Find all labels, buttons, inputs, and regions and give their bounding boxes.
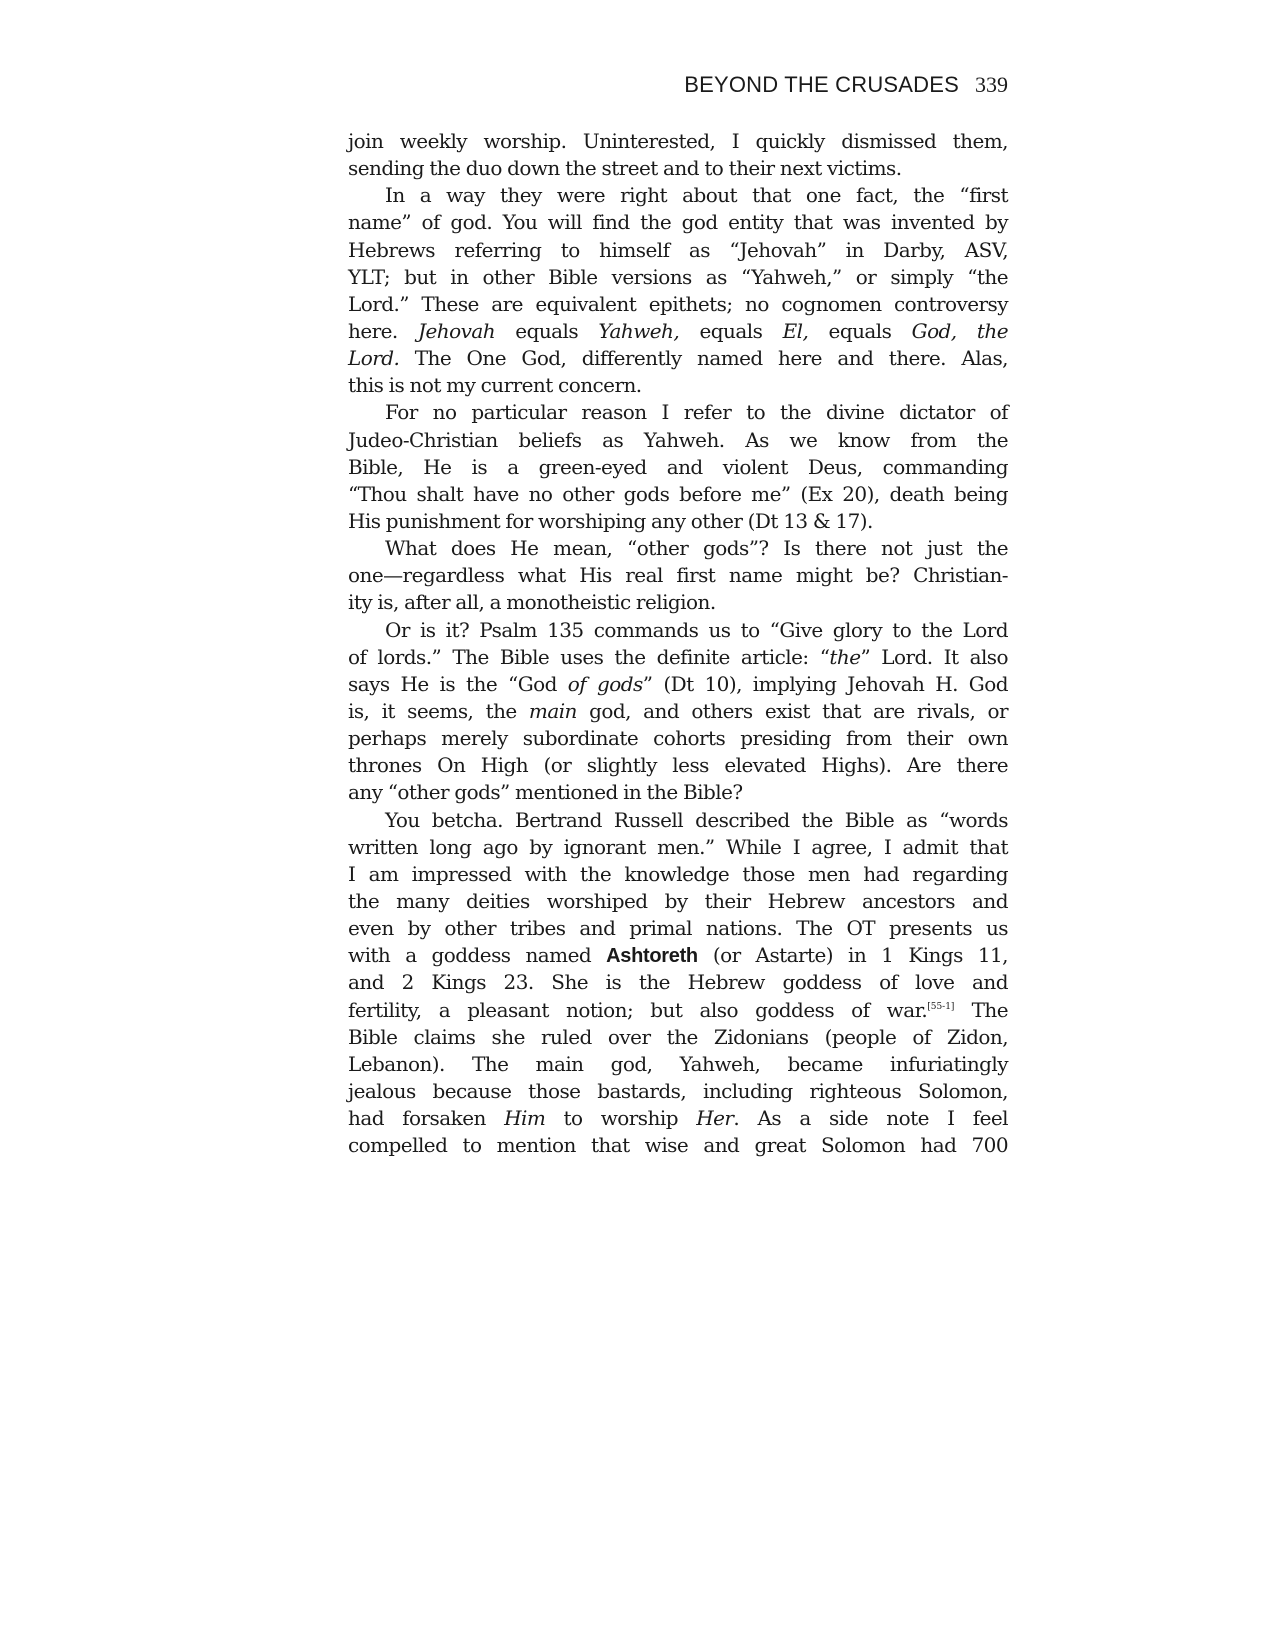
text-line: Lord.” These are equivalent epithets; no cognomen controversy [348,291,1008,316]
text-line: Hebrews referring to himself as “Jehovah” in Darby, ASV, [348,237,1008,262]
text-line: fertility, a pleasant notion; but also goddess of war.[55-1] The [348,997,1008,1022]
text-line: Lord. The One God, differently named here and there. Alas, [348,346,1008,371]
paragraph-first-line: In a way they were right about that one fact, the “first [385,183,1008,208]
text-line: any “other gods” mentioned in the Bible? [348,780,743,805]
text-line: with a goddess named Ashtoreth (or Astarte) in 1 Kings 11, [348,943,1008,968]
paragraph-first-line: You betcha. Bertrand Russell described the Bible as “words [385,807,1008,832]
text-line: thrones On High (or slightly less elevated Highs). Are there [348,753,1008,778]
text-line: the many deities worshiped by their Hebrew ancestors and [348,888,1008,913]
text-line: Judeo-Christian beliefs as Yahweh. As we know from the [348,427,1008,452]
text-line: is, it seems, the main god, and others exist that are rivals, or [348,698,1008,723]
emphasis: Her [696,1106,734,1131]
footnote-reference[interactable]: [55-1] [927,1001,955,1012]
text-line: even by other tribes and primal nations. The OT presents us [348,916,1008,941]
paragraph-first-line: For no particular reason I refer to the divine dictator of [385,400,1008,425]
text-line: Bible, He is a green-eyed and violent Deus, commanding [348,454,1008,479]
emphasis: Him [504,1106,546,1131]
text-line: Lebanon). The main god, Yahweh, became infuriatingly [348,1051,1008,1076]
bold-term: Ashtoreth [606,945,698,968]
emphasis: Jehovah [418,318,496,343]
running-header [664,72,1008,104]
running-title: BEYOND THE CRUSADES [684,72,959,97]
text-line: sending the duo down the street and to their next victims. [348,156,902,181]
paragraph-first-line: Or is it? Psalm 135 commands us to “Give glory to the Lord [385,617,1008,642]
text-line: compelled to mention that wise and great Solomon had 700 [348,1133,1008,1158]
body-text [348,128,1008,1159]
text-line: here. Jehovah equals Yahweh, equals El, equals God, the [348,318,1008,343]
text-line: of lords.” The Bible uses the definite article: “the” Lord. It also [348,644,1008,669]
text-line: “Thou shalt have no other gods before me” (Ex 20), death being [348,481,1008,506]
text-line: I am impressed with the knowledge those men had regarding [348,861,1008,886]
emphasis: El, [782,318,809,343]
paragraph-first-line: What does He mean, “other gods”? Is there not just the [385,536,1008,561]
text-line: His punishment for worshiping any other (Dt 13 & 17). [348,508,873,533]
text-line: this is not my current concern. [348,373,642,398]
text-line: YLT; but in other Bible versions as “Yahweh,” or simply “the [348,264,1008,289]
text-line: perhaps merely subordinate cohorts presiding from their own [348,726,1008,751]
emphasis: main [528,698,577,723]
emphasis: the [829,644,861,669]
text-line: Bible claims she ruled over the Zidonians (people of Zidon, [348,1024,1008,1049]
text-line: one—regardless what His real first name might be? Christian- [348,563,1008,588]
text-line: says He is the “God of gods” (Dt 10), implying Jehovah H. God [348,671,1008,696]
text-line: name” of god. You will find the god entity that was invented by [348,210,1008,235]
text-line: join weekly worship. Uninterested, I quickly dismissed them, [348,129,1008,153]
text-line: jealous because those bastards, including righteous Solomon, [348,1078,1008,1103]
text-line: had forsaken Him to worship Her. As a side note I feel [348,1106,1009,1131]
emphasis: of gods [567,671,643,696]
emphasis: Yahweh, [598,318,680,343]
text-line: and 2 Kings 23. She is the Hebrew goddess of love and [348,970,1008,995]
text-line: written long ago by ignorant men.” While I agree, I admit that [348,834,1008,859]
emphasis: God, the [911,318,1008,343]
text-line: ity is, after all, a monotheistic religion. [348,590,716,615]
page-number: 339 [975,72,1008,97]
emphasis: Lord. [348,346,400,371]
